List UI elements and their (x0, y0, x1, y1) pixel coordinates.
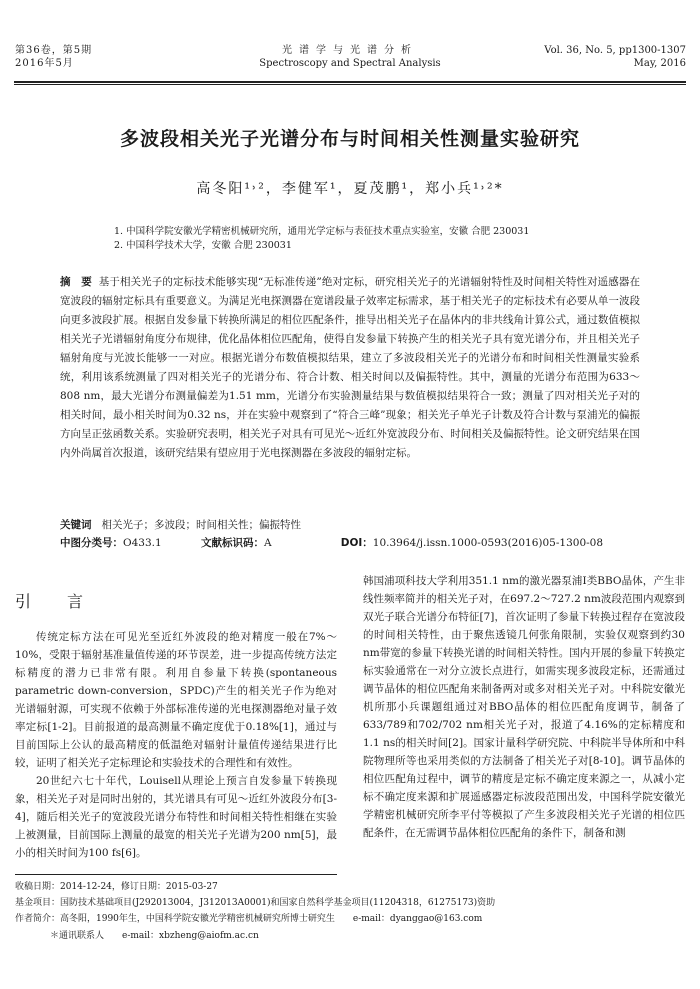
journal-volume-info: 第36卷，第5期 2016年5月 (15, 45, 93, 69)
journal-pages-info: Vol. 36, No. 5, pp1300-1307 May, 2016 (544, 45, 686, 69)
classification-line (60, 535, 640, 551)
right-column (363, 572, 685, 842)
affiliation-2: 2. 中国科学技术大学，安徽 合肥 230031 (114, 240, 292, 251)
doi-label: DOI： (340, 537, 373, 549)
footnote-corresponding: ＊通讯联系人 e-mail：xbzheng@aiofm.ac.cn (50, 931, 259, 941)
running-header (0, 44, 700, 80)
keywords (60, 517, 640, 533)
abstract (60, 273, 640, 463)
clc-label: 中图分类号： (60, 537, 123, 549)
footnote-funding: 基金项目：国防技术基础项目(J292013004，J312013A0001)和国家自然科学基金项目(11204318，61275173)资助 (15, 898, 496, 908)
abstract-label: 摘 要 (60, 276, 92, 288)
doi-value: 10.3964/j.issn.1000-0593(2016)05-1300-08 (372, 537, 604, 549)
header-rule (14, 81, 686, 83)
abstract-text: 基于相关光子的定标技术能够实现“无标准传递”绝对定标，研究相关光子的光谱辐射特性及时间相关特性对遥感器在宽波段的辐射定标具有重要意义。为满足光电探测器在宽谱段量子效率定标需求，基于相关光子的定标技术有必要从单一波段向更多波段扩展。根据自发参量下转换所满足的相位匹配条件，推导出相关光子在晶体内的非共线角计算公式，通过数值模拟相关光子光谱辐射角度分布规律，优化晶体相位匹配角，使得自发参量下转换产生的相关光子具有宽光谱分布，并且相关光子辐射角度与光波长能够一一对应。根据光谱分布数值模拟结果，建立了多波段相关光子的光谱分布和时间相关性测量实验系统，利用该系统测量了四对相关光子的光谱分布、符合计数、相关时间以及偏振特性。其中，测量的光谱分布范围为633～808 nm，最大光谱分布测量偏差为1.51 mm，光谱分布实验测量结果与数值模拟结果符合一致；测量了四对相关光子对的相关时间，最小相关时间为0.32 ns，并在实验中观察到了“符合三峰”现象；相关光子单光子计数及符合计数与泵浦光的偏振方向呈正弦函数关系。实验研究表明，相关光子对具有可见光～近红外宽波段分布、时间相关及偏振特性。论文研究结果在国内外尚属首次报道，该研究结果有望应用于光电探测器在多波段的辐射定标。 (60, 276, 641, 459)
header-rule-thin (14, 84, 686, 85)
doc-code-label: 文献标识码： (201, 537, 265, 549)
doc-code-value: A (264, 537, 272, 549)
footnote-author-bio: 作者简介：高冬阳，1990年生，中国科学院安徽光学精密机械研究所博士研究生 e-mail：dyanggao@163.com (15, 914, 483, 924)
left-column (15, 628, 337, 862)
paragraph: 韩国浦项科技大学利用351.1 nm的激光器泵浦Ⅰ类BBO晶体，产生非线性频率简并的相关光子对，在697.2～727.2 nm波段范围内观察到双光子联合光谱分布特征[7]，首次证明了参量下转换过程存在宽波段的时间相关特性，由于聚焦透镜几何张角限制，实验仅观察到约30 nm带宽的参量下转换光谱的时间相关特性。国内开展的参量下转换定标实验通常在一对分立波长点进行，如需实现多波段定标，还需通过调节晶体的相位匹配角来制备两对或多对相关光子对。中科院安徽光机所那小兵课题组通过对BBO晶体的相位匹配角度调节，制备了633/789和702/702 nm相关光子对，报道了4.16%的定标精度和1.1 ns的相关时间[2]。国家计量科学研究院、中科院半导体所和中科院物理所等也采用类似的方法制备了相关光子对[8-10]。调节晶体的相位匹配角过程中，调节的精度是定标不确定度来源之一，从减小定标不确定度来源和扩展遥感器定标波段范围出发，中国科学院安徽光学精密机械研究所李平付等模拟了产生多波段相关光子光谱的相位匹配条件，在无需调节晶体相位匹配角的条件下，制备和测 (363, 575, 685, 839)
footnote-received: 收稿日期：2014-12-24，修订日期：2015-03-27 (15, 882, 218, 892)
paragraph: 传统定标方法在可见光至近红外波段的绝对精度一般在7%～10%，受限于辐射基准量值传递的环节误差，进一步提高传统方法定标精度的潜力已非常有限。利用自参量下转换(spontaneous parametric down-conversion，SPDC)产生的相关光子作为绝对光谱辐射源，可实现不依赖于外部标准传递的光电探测器绝对量子效率定标[1-2]。目前报道的最高测量不确定度优于0.18%[1]，通过与目前国际上公认的最高精度的低温绝对辐射计量值传递结果进行比较，证明了相关光子定标理论和实验技术的合理性和有效性。 (15, 631, 337, 769)
journal-title: 光谱学与光谱分析 Spectroscopy and Spectral Analysis (259, 45, 441, 69)
footnote-rule (15, 874, 337, 875)
paper-title: 多波段相关光子光谱分布与时间相关性测量实验研究 (119, 128, 580, 150)
paragraph: 20世纪六七十年代，Louisell从理论上预言自发参量下转换现象，相关光子对是同时出射的，其光谱具有可见～近红外波段分布[3-4]，随后相关光子的宽波段光谱分布特性和时间相关特性相继在实验上被测量，目前国际上测量的最宽的相关光子光谱为200 nm[5]，最小的相关时间为100 fs[6]。 (15, 775, 337, 859)
keywords-text: 相关光子；多波段；时间相关性；偏振特性 (101, 519, 302, 531)
keywords-label: 关键词 (60, 519, 92, 531)
affiliation-1: 1. 中国科学院安徽光学精密机械研究所，通用光学定标与表征技术重点实验室，安徽 合肥 230031 (114, 226, 530, 237)
author-list: 高冬阳¹˒²，李健军¹，夏茂鹏¹，郑小兵¹˒²* (196, 181, 504, 197)
section-heading-introduction: 引 言 (15, 592, 94, 611)
clc-value: O433.1 (123, 537, 162, 549)
